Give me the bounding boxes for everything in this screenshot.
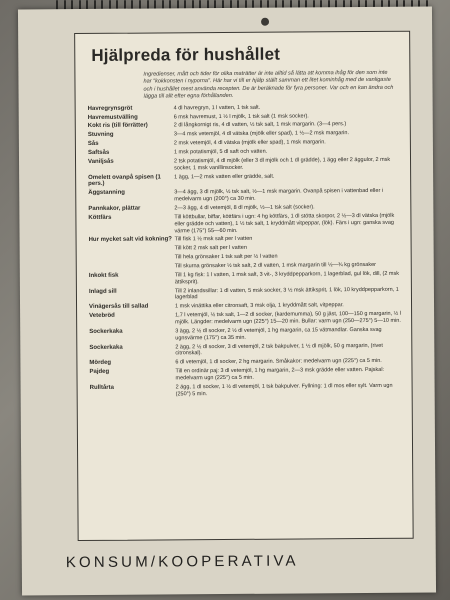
brand-footer: KONSUM/KOOPERATIVA	[65, 552, 299, 572]
recipe-name: Sockerkaka	[89, 328, 123, 335]
recipe-value: 1 msk vinättika eller citronsaft, 3 msk olja, 1 kryddmått salt, vitpeppar.	[175, 302, 344, 310]
recipe-name: Pajdeg	[89, 369, 110, 376]
intro-text: Ingredienser, mått och tider för olika maträtter är inte alltid så lätta att komma ihåg för den som inte har "kokkonsten i nyporna". Här har vi till er hjälp ställt samman ett litet kominhåg med de vanligaste och i hushållet mest använda recepten. De är beräknade för fyra personer. Var och en kan ändra och lägga till allt efter egna förhållanden.	[143, 69, 394, 100]
recipe-row	[86, 130, 400, 139]
recipe-value: 2 ägg, 1 dl socker, 1 ½ dl vetemjöl, 1 tsk bakpulver. Fyllning: 1 dl mos eller sylt. Varm ugn (250°) 5 min.	[175, 382, 393, 398]
recipe-name: Sås	[87, 141, 99, 148]
recipe-value: Till en ordinär paj: 3 dl vetemjöl, 1 hg margarin, 2—3 msk grädde eller vatten. Pajskal: medelvarm ugn (225°) ca 5 min.	[175, 367, 385, 382]
recipe-name: Sockerkaka	[89, 344, 123, 351]
recipe-row	[86, 204, 400, 213]
recipe-row	[86, 213, 400, 236]
recipe-row	[86, 188, 400, 204]
recipe-row	[87, 286, 401, 302]
recipe-value: 2 ägg, 2 ½ dl socker, 3 dl vetemjöl, 2 tsk bakpulver, 1 ½ dl mjölk, 50 g margarin, (rivet citronskal).	[175, 342, 383, 357]
recipe-row	[86, 148, 400, 157]
recipe-name: Vinägersås till sallad	[89, 303, 149, 311]
recipe-value: 1 ägg, 1—2 msk vatten eller grädde, salt.	[174, 173, 275, 181]
recipe-name: Mördeg	[89, 360, 112, 367]
recipe-name	[87, 246, 175, 247]
recipe-row	[87, 358, 401, 367]
recipe-value: 2—3 ägg, 4 dl vetemjöl, 8 dl mjölk, ½—1 tsk salt (socker).	[174, 204, 315, 212]
recipe-value: Till köttbullar, biffar, köttfärs i ugn: 4 hg köttfärs, 1 dl stötta skorpor, 2 ½—3 dl vätska (mjölk eller grädde och vatten), 1 ½ tsk salt, 1 kryddmått vitpeppar, (lök). Färs i ugn: ganska svag värme (175°) 55—60 min.	[174, 212, 395, 234]
recipe-value: Till hela grönsaker 1 tsk salt per ½ l vatten	[174, 253, 278, 261]
recipe-row	[87, 244, 401, 253]
recipe-value: 1 msk potatismjöl, 5 dl saft och vatten.	[173, 148, 268, 156]
page-title: Hjälpreda för hushållet	[91, 44, 281, 65]
recipe-panel	[74, 31, 414, 541]
recipe-list	[86, 103, 402, 398]
recipe-row	[87, 311, 401, 327]
recipe-value: 3—4 msk vetemjöl, 4 dl vätska (mjölk eller spad), 1 ½—2 msk margarin.	[173, 130, 349, 138]
recipe-name: Vaniljsås	[88, 158, 114, 165]
recipe-name: Havremustvälling	[87, 114, 138, 121]
recipe-name: Vetebröd	[89, 313, 115, 320]
recipe-value: Till 2 inlandssillar: 1 dl vatten, 5 msk socker, 3 ½ msk ättiksprit, 1 lök, 10 kryddpepparkorn, 1 lagerblad	[174, 286, 399, 301]
recipe-name: Stuvning	[87, 132, 114, 139]
recipe-row	[86, 172, 400, 188]
recipe-name: Omelett ovanpå spisen (1 pers.)	[88, 174, 161, 188]
recipe-row	[86, 121, 400, 130]
recipe-value: 2 tsk potatismjöl, 4 dl mjölk (eller 3 dl mjölk och 1 dl grädde), 1 ägg eller 2 äggulor, 2 msk socker, 1 msk vanillinsocker.	[174, 156, 391, 172]
recipe-name: Saftsås	[87, 149, 110, 157]
recipe-value: 2 dl långkornigt ris, 4 dl vatten, ½ tsk salt, 1 msk margarin. (3—4 pers.)	[173, 121, 347, 129]
recipe-row	[87, 327, 401, 343]
recipe-value: Till 1 kg fisk: 1 l vatten, 1 msk salt, 3 vit-, 3 kryddpepparkorn, 1 lagerblad, gul lök, dill, (2 msk ättiksprit).	[174, 270, 400, 286]
recipe-row	[87, 302, 401, 311]
recipe-value: 3—4 ägg, 3 dl mjölk, ½ tsk salt, ½—1 msk margarin. Ovanpå spisen i vattenbad eller i medelvarm ugn (200°) ca 30 min.	[174, 188, 384, 203]
recipe-row	[86, 157, 400, 173]
recipe-name: Hur mycket salt vid kokning?	[88, 236, 172, 244]
recipe-value: 4 dl havregryn, 1 l vatten, 1 tsk salt.	[173, 104, 261, 111]
recipe-value: Till kött 2 msk salt per l vatten	[174, 245, 247, 252]
recipe-row	[87, 367, 401, 383]
recipe-row	[87, 271, 401, 287]
recipe-name: Rulltårta	[89, 384, 114, 391]
recipe-row	[87, 235, 401, 244]
recipe-value: Till fisk 1 ½ msk salt per l vatten	[174, 236, 253, 243]
recipe-value: 1,7 l vetemjöl, ½ tsk salt, 1—2 dl socker, (kardemumma), 50 g jäst, 100—150 g margarin, ½ l mjölk. Längder: medelvarm ugn (225°) 15—20 min. Bullar: varm ugn (250—275°) 5—10 min.	[175, 311, 402, 326]
recipe-name: Köttfärs	[88, 214, 112, 221]
recipe-name: Inlagd sill	[88, 288, 117, 295]
recipe-value: 6 dl vetemjöl, 1 dl socker, 2 hg margarin. Småkakor: medelvarm ugn (225°) ca 5 min.	[175, 358, 382, 366]
recipe-row	[87, 253, 401, 262]
calendar-card	[18, 7, 436, 596]
recipe-value: 6 msk havremust, 1 ½ l mjölk, 1 tsk salt (1 msk socker).	[173, 112, 309, 120]
recipe-name: Äggstanning	[88, 190, 125, 197]
recipe-row	[87, 342, 401, 358]
hanging-hole	[261, 18, 269, 26]
recipe-row	[86, 139, 400, 148]
recipe-name: Pannkakor, plättar	[88, 205, 141, 212]
recipe-value: 3 ägg, 2 ½ dl socker, 2 ½ dl vetemjöl, 1 hg margarin, ca 15 vätmandlar. Ganska svag ugnsvärme (175°) ca 35 min.	[175, 326, 382, 342]
recipe-row	[86, 103, 400, 112]
recipe-value: Till skurna grönsaker ½ tsk salt, 2 dl vatten, 1 msk margarin till ½—¾ kg grönsaker	[174, 262, 377, 270]
recipe-name: Inkokt fisk	[88, 272, 119, 279]
recipe-name	[87, 255, 175, 256]
recipe-value: 2 msk vetemjöl, 4 dl vätska (mjölk eller spad), 1 msk margarin.	[173, 139, 326, 147]
recipe-name	[87, 263, 175, 264]
recipe-row	[88, 383, 402, 399]
recipe-name: Havregrynsgröt	[87, 105, 133, 112]
recipe-row	[86, 112, 400, 121]
recipe-row	[87, 262, 401, 271]
recipe-name: Kokt ris (till förrätter)	[87, 122, 148, 130]
